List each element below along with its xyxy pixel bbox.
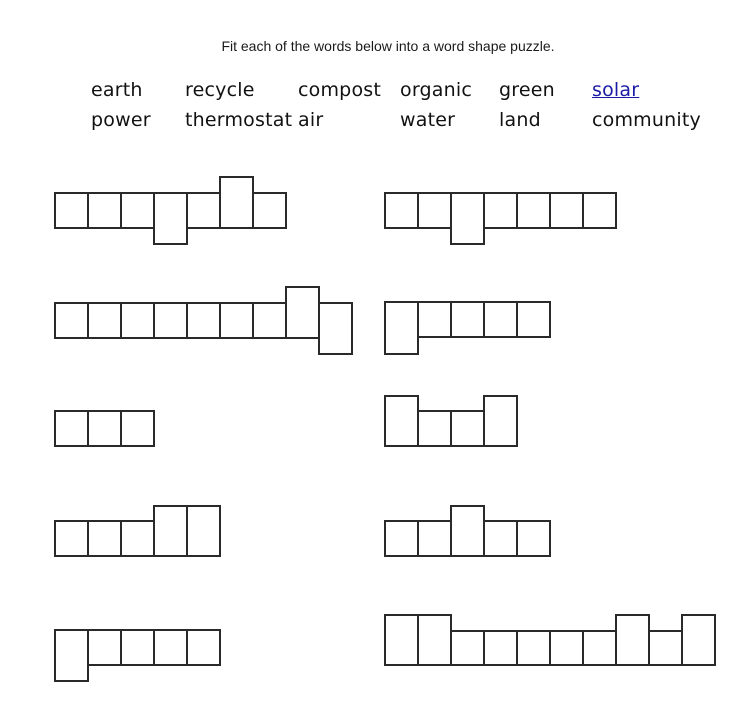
letter-box[interactable] [252,192,287,229]
letter-box[interactable] [186,302,221,339]
letter-box[interactable] [384,192,419,229]
letter-box[interactable] [120,192,155,229]
letter-box[interactable] [582,630,617,666]
letter-box[interactable] [516,301,551,338]
letter-box[interactable] [384,301,419,355]
letter-box[interactable] [54,520,89,557]
letter-box[interactable] [120,410,155,447]
letter-box[interactable] [186,629,221,666]
letter-box[interactable] [120,629,155,666]
letter-box[interactable] [516,192,551,229]
letter-box[interactable] [615,614,650,666]
letter-box[interactable] [318,302,353,355]
letter-box[interactable] [153,192,188,245]
letter-box[interactable] [87,629,122,666]
letter-box[interactable] [483,630,518,666]
letter-box[interactable] [153,302,188,339]
letter-box[interactable] [516,630,551,666]
letter-box[interactable] [516,520,551,557]
letter-box[interactable] [417,614,452,666]
word-compost: compost [298,79,382,101]
letter-box[interactable] [153,505,188,557]
letter-box[interactable] [186,192,221,229]
letter-box[interactable] [87,520,122,557]
instruction-text: Fit each of the words below into a word shape puzzle. [221,38,555,54]
letter-box[interactable] [87,302,122,339]
word-water: water [400,109,456,131]
letter-box[interactable] [252,302,287,339]
letter-box[interactable] [450,192,485,245]
letter-box[interactable] [417,410,452,447]
letter-box[interactable] [54,192,89,229]
letter-box[interactable] [450,630,485,666]
letter-box[interactable] [549,630,584,666]
letter-box[interactable] [219,302,254,339]
letter-box[interactable] [153,629,188,666]
letter-box[interactable] [450,301,485,338]
letter-box[interactable] [417,520,452,557]
letter-box[interactable] [648,630,683,666]
letter-box[interactable] [483,192,518,229]
word-organic: organic [400,79,472,101]
letter-box[interactable] [483,301,518,338]
letter-box[interactable] [87,410,122,447]
letter-box[interactable] [384,520,419,557]
word-land: land [499,109,541,131]
letter-box[interactable] [54,410,89,447]
letter-box[interactable] [681,614,716,666]
letter-box[interactable] [219,176,254,229]
letter-box[interactable] [582,192,617,229]
letter-box[interactable] [54,629,89,682]
letter-box[interactable] [450,505,485,557]
word-green: green [499,79,555,101]
letter-box[interactable] [87,192,122,229]
word-link-solar[interactable]: solar [592,79,640,101]
word-thermostat: thermostat [185,109,293,131]
letter-box[interactable] [285,286,320,339]
word-recycle: recycle [185,79,255,101]
word-earth: earth [91,79,143,101]
letter-box[interactable] [120,520,155,557]
letter-box[interactable] [483,520,518,557]
letter-box[interactable] [450,410,485,447]
letter-box[interactable] [54,302,89,339]
letter-box[interactable] [417,192,452,229]
word-air: air [298,109,324,131]
letter-box[interactable] [483,395,518,447]
letter-box[interactable] [384,395,419,447]
word-power: power [91,109,151,131]
letter-box[interactable] [417,301,452,338]
letter-box[interactable] [549,192,584,229]
word-community: community [592,109,701,131]
letter-box[interactable] [384,614,419,666]
letter-box[interactable] [186,505,221,557]
letter-box[interactable] [120,302,155,339]
